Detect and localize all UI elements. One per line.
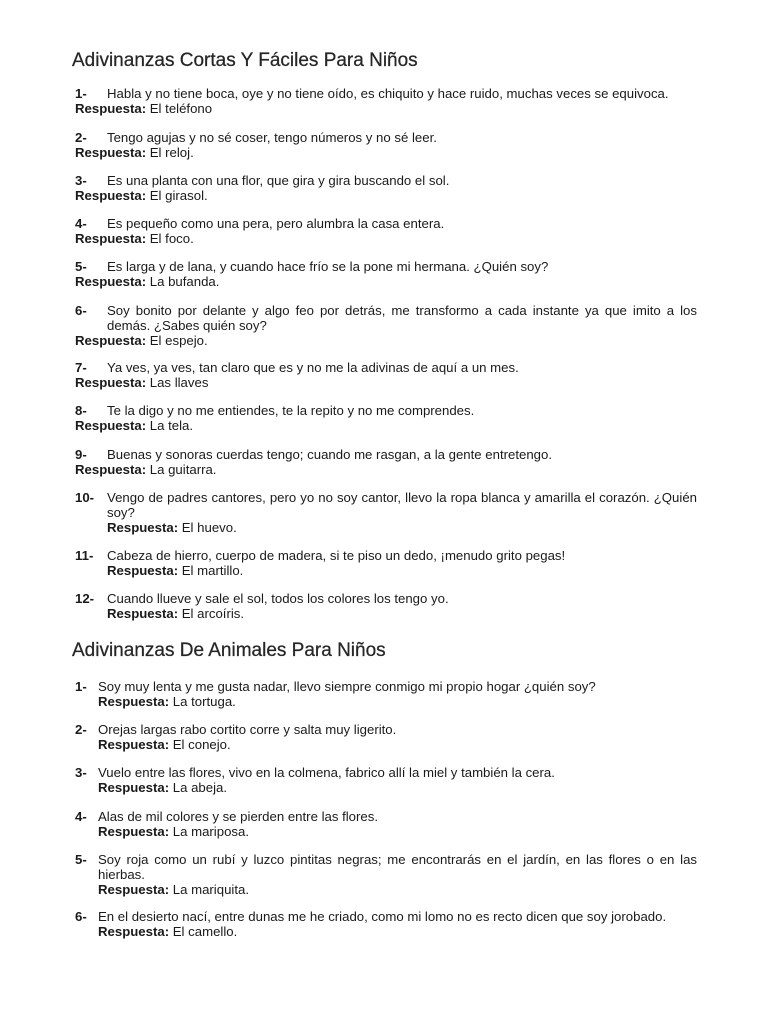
riddle-item bbox=[75, 216, 697, 246]
answer-label: Respuesta: bbox=[75, 231, 147, 246]
riddle-text: Buenas y sonoras cuerdas tengo; cuando me rasgan, a la gente entretengo. bbox=[107, 447, 553, 462]
riddle-number: 6- bbox=[75, 303, 87, 318]
riddle-answer bbox=[75, 606, 697, 621]
answer-label: Respuesta: bbox=[107, 520, 179, 535]
section-title: Adivinanzas Cortas Y Fáciles Para Niños bbox=[72, 50, 418, 71]
answer-text: La mariposa. bbox=[172, 824, 249, 839]
answer-text: El girasol. bbox=[149, 188, 208, 203]
riddle-text: Ya ves, ya ves, tan claro que es y no me la adivinas de aquí a un mes. bbox=[107, 360, 519, 375]
riddle-text: Te la digo y no me entiendes, te la repito y no me comprendes. bbox=[107, 403, 475, 418]
riddle-text: Soy roja como un rubí y luzco pintitas negras; me encontrarás en el jardín, en las flores o en las hierbas. bbox=[98, 852, 697, 882]
answer-label: Respuesta: bbox=[75, 418, 147, 433]
riddle-text: Alas de mil colores y se pierden entre las flores. bbox=[98, 809, 378, 824]
answer-label: Respuesta: bbox=[75, 274, 147, 289]
riddle-answer bbox=[75, 101, 697, 116]
riddle-number: 6- bbox=[75, 909, 87, 924]
riddle-answer bbox=[75, 924, 697, 939]
answer-text: La guitarra. bbox=[149, 462, 217, 477]
riddle-text: Soy muy lenta y me gusta nadar, llevo siempre conmigo mi propio hogar ¿quién soy? bbox=[98, 679, 596, 694]
riddle-item bbox=[75, 86, 697, 116]
riddle-answer bbox=[75, 882, 697, 897]
riddle-number: 3- bbox=[75, 765, 87, 780]
riddle-text: Orejas largas rabo cortito corre y salta muy ligerito. bbox=[98, 722, 397, 737]
riddle-number: 5- bbox=[75, 852, 87, 867]
answer-text: La mariquita. bbox=[172, 882, 249, 897]
answer-text: La tela. bbox=[149, 418, 194, 433]
answer-text: La bufanda. bbox=[149, 274, 220, 289]
riddle-text: Habla y no tiene boca, oye y no tiene oído, es chiquito y hace ruido, muchas veces se equivoca. bbox=[107, 86, 669, 101]
riddle-item bbox=[75, 130, 697, 160]
riddle-text: En el desierto nací, entre dunas me he criado, como mi lomo no es recto dicen que soy jorobado. bbox=[98, 909, 667, 924]
answer-label: Respuesta: bbox=[98, 780, 170, 795]
riddle-number: 2- bbox=[75, 722, 87, 737]
riddle-item bbox=[75, 591, 697, 621]
riddle-answer bbox=[75, 375, 697, 390]
riddle-number: 4- bbox=[75, 809, 87, 824]
riddle-answer bbox=[75, 780, 697, 795]
answer-text: Las llaves bbox=[149, 375, 209, 390]
riddle-number: 12- bbox=[75, 591, 95, 606]
answer-label: Respuesta: bbox=[75, 462, 147, 477]
riddle-number: 10- bbox=[75, 490, 95, 505]
riddle-number: 1- bbox=[75, 679, 87, 694]
riddle-text: Es una planta con una flor, que gira y gira buscando el sol. bbox=[107, 173, 450, 188]
riddle-number: 7- bbox=[75, 360, 87, 375]
riddle-item bbox=[75, 303, 697, 348]
riddle-answer bbox=[75, 520, 697, 535]
answer-text: El espejo. bbox=[149, 333, 208, 348]
riddle-text: Soy bonito por delante y algo feo por detrás, me transformo a cada instante ya que imito a los demás. ¿Sabes quién soy? bbox=[107, 303, 697, 333]
answer-label: Respuesta: bbox=[107, 563, 179, 578]
answer-label: Respuesta: bbox=[75, 145, 147, 160]
riddle-text: Vuelo entre las flores, vivo en la colmena, fabrico allí la miel y también la cera. bbox=[98, 765, 555, 780]
riddle-number: 1- bbox=[75, 86, 87, 101]
riddle-answer bbox=[75, 462, 697, 477]
answer-label: Respuesta: bbox=[98, 924, 170, 939]
answer-label: Respuesta: bbox=[75, 333, 147, 348]
riddle-answer bbox=[75, 418, 697, 433]
riddle-item bbox=[75, 447, 697, 477]
answer-label: Respuesta: bbox=[75, 375, 147, 390]
answer-text: El martillo. bbox=[181, 563, 244, 578]
riddle-number: 3- bbox=[75, 173, 87, 188]
riddle-item bbox=[75, 403, 697, 433]
answer-text: El reloj. bbox=[149, 145, 194, 160]
riddle-number: 9- bbox=[75, 447, 87, 462]
riddle-item bbox=[75, 679, 697, 709]
answer-text: La abeja. bbox=[172, 780, 228, 795]
riddle-item bbox=[75, 360, 697, 390]
answer-label: Respuesta: bbox=[98, 824, 170, 839]
riddle-text: Cabeza de hierro, cuerpo de madera, si te piso un dedo, ¡menudo grito pegas! bbox=[107, 548, 566, 563]
riddle-item bbox=[75, 852, 697, 897]
riddle-item bbox=[75, 809, 697, 839]
riddle-number: 5- bbox=[75, 259, 87, 274]
riddle-number: 2- bbox=[75, 130, 87, 145]
riddle-item bbox=[75, 548, 697, 578]
answer-text: El huevo. bbox=[181, 520, 237, 535]
riddle-item bbox=[75, 173, 697, 203]
riddle-number: 4- bbox=[75, 216, 87, 231]
answer-label: Respuesta: bbox=[75, 101, 147, 116]
answer-label: Respuesta: bbox=[98, 694, 170, 709]
answer-text: El foco. bbox=[149, 231, 194, 246]
riddle-answer bbox=[75, 231, 697, 246]
riddle-answer bbox=[75, 563, 697, 578]
answer-text: El conejo. bbox=[172, 737, 231, 752]
riddle-answer bbox=[75, 333, 697, 348]
riddle-item bbox=[75, 722, 697, 752]
riddle-answer bbox=[75, 737, 697, 752]
riddle-item bbox=[75, 490, 697, 535]
answer-text: El arcoíris. bbox=[181, 606, 245, 621]
riddle-item bbox=[75, 259, 697, 289]
riddle-text: Es pequeño como una pera, pero alumbra la casa entera. bbox=[107, 216, 445, 231]
riddle-answer bbox=[75, 188, 697, 203]
riddle-answer bbox=[75, 694, 697, 709]
riddle-answer bbox=[75, 274, 697, 289]
riddle-answer bbox=[75, 824, 697, 839]
riddle-number: 8- bbox=[75, 403, 87, 418]
riddle-text: Cuando llueve y sale el sol, todos los colores los tengo yo. bbox=[107, 591, 449, 606]
answer-text: La tortuga. bbox=[172, 694, 236, 709]
answer-label: Respuesta: bbox=[98, 882, 170, 897]
riddle-item bbox=[75, 765, 697, 795]
answer-label: Respuesta: bbox=[75, 188, 147, 203]
riddle-number: 11- bbox=[75, 548, 94, 563]
answer-text: El camello. bbox=[172, 924, 238, 939]
riddle-item bbox=[75, 909, 697, 939]
answer-label: Respuesta: bbox=[98, 737, 170, 752]
riddle-text: Vengo de padres cantores, pero yo no soy cantor, llevo la ropa blanca y amarilla el corazón. ¿Quién soy? bbox=[107, 490, 697, 520]
riddle-text: Es larga y de lana, y cuando hace frío se la pone mi hermana. ¿Quién soy? bbox=[107, 259, 549, 274]
answer-text: El teléfono bbox=[149, 101, 213, 116]
riddle-answer bbox=[75, 145, 697, 160]
answer-label: Respuesta: bbox=[107, 606, 179, 621]
riddle-text: Tengo agujas y no sé coser, tengo números y no sé leer. bbox=[107, 130, 437, 145]
section-title: Adivinanzas De Animales Para Niños bbox=[72, 640, 386, 661]
